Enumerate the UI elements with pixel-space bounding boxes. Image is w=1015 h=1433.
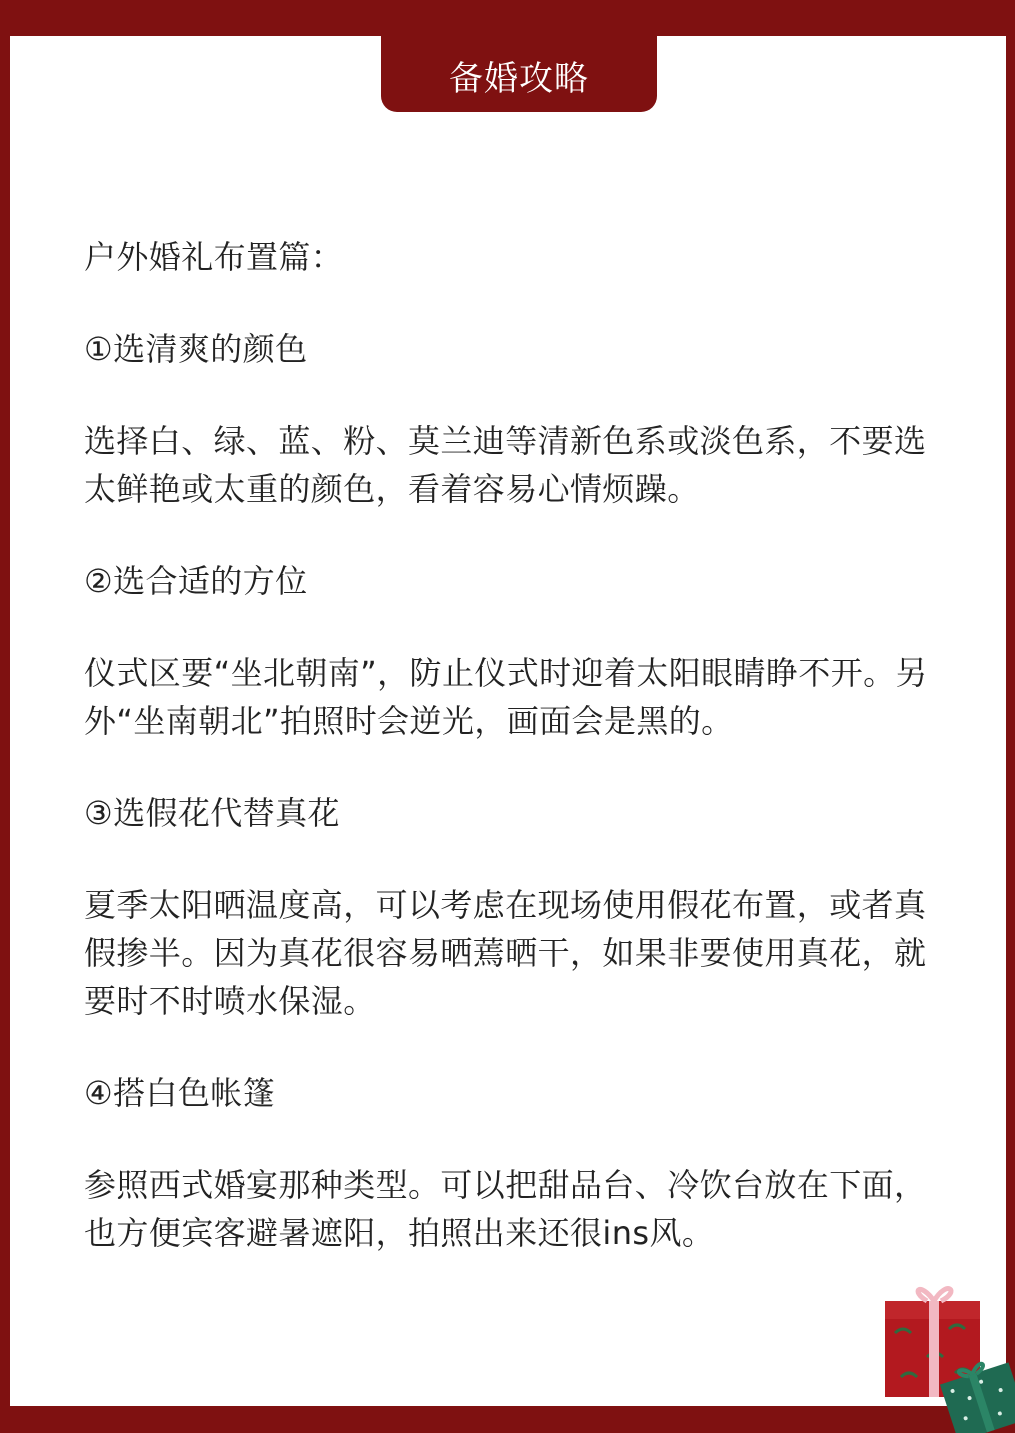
content-card	[10, 36, 1006, 1406]
gift-box-icon	[865, 1273, 1015, 1433]
page-title: 备婚攻略	[449, 58, 589, 99]
section-heading: ④搭白色帐篷	[84, 1074, 276, 1112]
section-heading: ③选假花代替真花	[84, 794, 340, 832]
article-body	[84, 233, 954, 1301]
red-gift-ribbon	[929, 1301, 939, 1397]
gift-bow	[918, 1289, 951, 1301]
section-heading: ①选清爽的颜色	[84, 330, 308, 368]
header-tab	[381, 36, 657, 112]
section-body: 仪式区要“坐北朝南”，防止仪式时迎着太阳眼睛睁不开。另外“坐南朝北”拍照时会逆光，画面会是黑的。	[84, 654, 928, 740]
article-intro: 户外婚礼布置篇：	[84, 238, 344, 276]
section-heading: ②选合适的方位	[84, 562, 308, 600]
section-body: 夏季太阳晒温度高，可以考虑在现场使用假花布置，或者真假掺半。因为真花很容易晒蔫晒干，如果非要使用真花，就要时不时喷水保湿。	[84, 886, 927, 1020]
section-body: 参照西式婚宴那种类型。可以把甜品台、冷饮台放在下面，也方便宾客避暑遮阳，拍照出来还很ins风。	[84, 1166, 927, 1252]
section-body: 选择白、绿、蓝、粉、莫兰迪等清新色系或淡色系，不要选太鲜艳或太重的颜色，看着容易心情烦躁。	[84, 422, 927, 508]
